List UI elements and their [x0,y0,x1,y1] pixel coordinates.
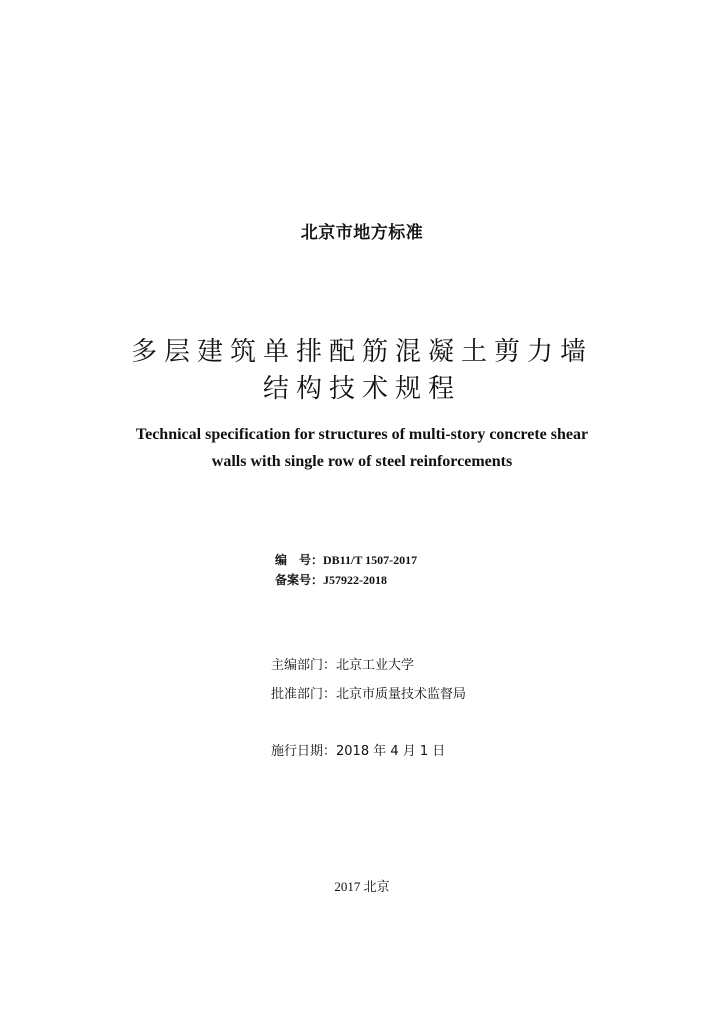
publication-footer: 2017 北京 [334,879,390,894]
standard-number-value: DB11/T 1507-2017 [323,553,418,567]
standard-series: 北京市地方标准 [300,223,424,243]
editor-department [271,654,414,673]
chinese-title-line-2: 结构技术规程 [262,374,461,404]
approval-department-label: 批准部门： [271,687,337,702]
effective-date [271,740,445,759]
approval-department [271,683,466,702]
editor-department-label: 主编部门： [271,658,337,673]
approval-department-value: 北京市质量技术监督局 [336,687,467,702]
standard-number-label: 编 号： [275,553,324,567]
record-number-value: J57922-2018 [323,573,388,587]
standard-number [275,551,417,568]
record-number-label: 备案号： [275,573,324,587]
editor-department-value: 北京工业大学 [336,658,415,673]
english-title-line-1: Technical specification for structures of multi-story concrete shear [135,426,589,443]
english-title-line-2: walls with single row of steel reinforcements [211,453,513,470]
chinese-title-line-1: 多层建筑单排配筋混凝土剪力墙 [130,337,593,367]
record-number [275,571,387,588]
effective-date-label: 施行日期： [271,744,337,759]
effective-date-value: 2018 年 4 月 1 日 [336,744,446,759]
